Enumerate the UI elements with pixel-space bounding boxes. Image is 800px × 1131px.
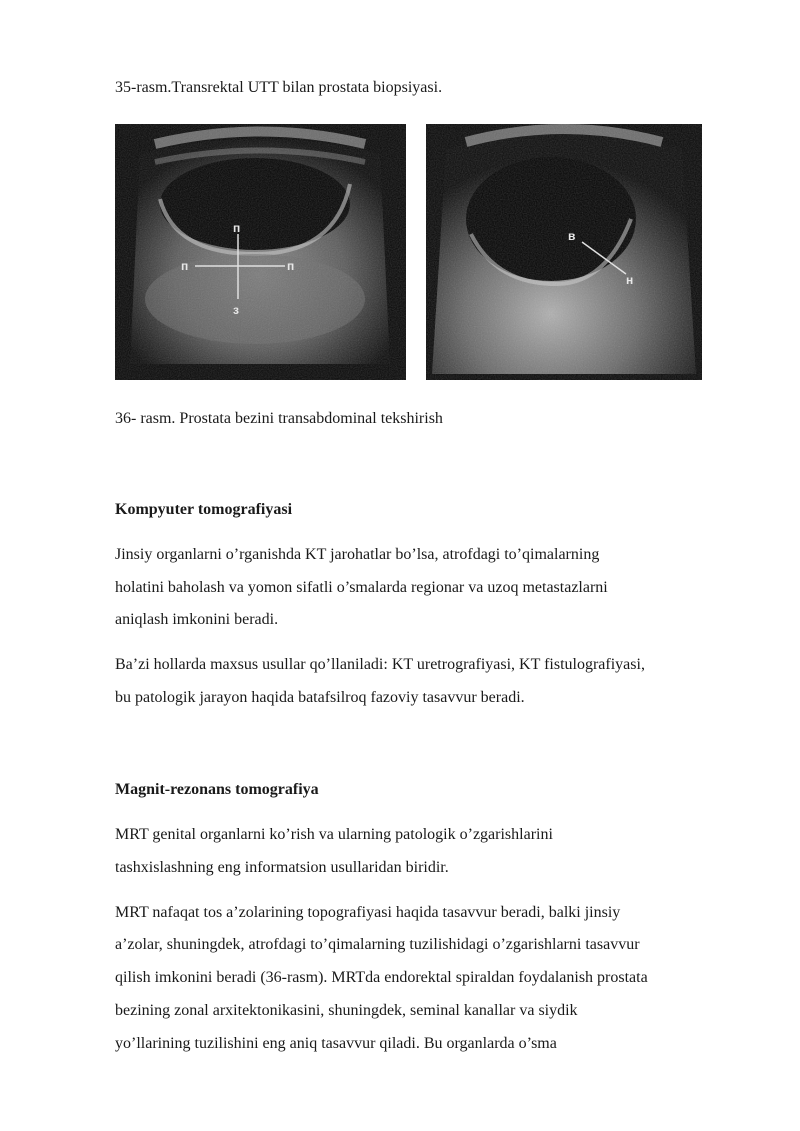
paragraph-line: MRT genital organlarni ko’rish va ularning patologik o’zgarishlarini	[115, 826, 553, 843]
label-right: п	[287, 259, 295, 273]
paragraph-line: tashxislashning eng informatsion usullaridan biridir.	[115, 859, 449, 876]
ultrasound-image-right	[426, 124, 702, 380]
paragraph-line: Ba’zi hollarda maxsus usullar qo’llaniladi: KT uretrografiyasi, KT fistulografiyasi,	[115, 656, 645, 673]
paragraph-line: holatini baholash va yomon sifatli o’smalarda regionar va uzoq metastazlarni	[115, 579, 608, 596]
label-left: п	[181, 259, 189, 273]
paragraph-line: bezining zonal arxitektonikasini, shuningdek, seminal kanallar va siydik	[115, 1002, 578, 1019]
label-bottom: з	[233, 303, 239, 317]
figure-caption-36: 36- rasm. Prostata bezini transabdominal tekshirish	[115, 410, 443, 427]
ultrasound-image-left	[115, 124, 406, 380]
label-top: п	[233, 221, 241, 235]
paragraph-line: bu patologik jarayon haqida batafsilroq fazoviy tasavvur beradi.	[115, 689, 525, 706]
section-heading-mrt: Magnit-rezonans tomografiya	[115, 781, 319, 798]
label-n: н	[626, 273, 634, 287]
label-v: в	[568, 229, 576, 243]
paragraph-line: Jinsiy organlarni o’rganishda KT jarohatlar bo’lsa, atrofdagi to’qimalarning	[115, 546, 600, 563]
paragraph-line: yo’llarining tuzilishini eng aniq tasavvur qiladi. Bu organlarda o’sma	[115, 1035, 557, 1052]
section-heading-kt: Kompyuter tomografiyasi	[115, 501, 293, 518]
figure-caption-35: 35-rasm.Transrektal UTT bilan prostata biopsiyasi.	[115, 79, 443, 96]
paragraph-line: aniqlash imkonini beradi.	[115, 611, 279, 628]
paragraph-line: MRT nafaqat tos a’zolarining topografiyasi haqida tasavvur beradi, balki jinsiy	[115, 904, 621, 921]
paragraph-line: qilish imkonini beradi (36-rasm). MRTda endorektal spiraldan foydalanish prostata	[115, 969, 648, 986]
paragraph-line: a’zolar, shuningdek, atrofdagi to’qimalarning tuzilishidagi o’zgarishlarni tasavvur	[115, 936, 640, 953]
